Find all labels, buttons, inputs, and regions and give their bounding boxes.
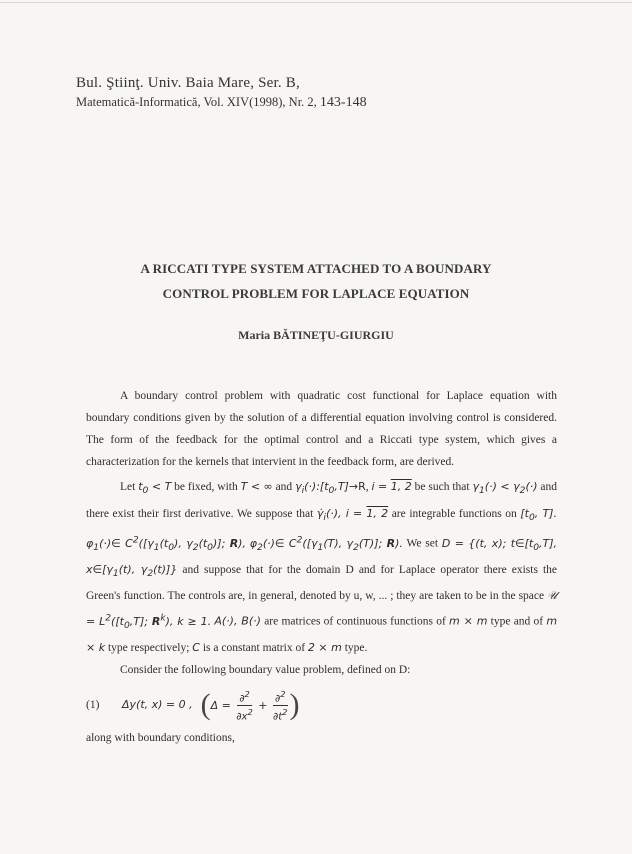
math-domain-D: D = {(t, x); $t\in[t_0,T]$, $x\in[\gamma_1(t)$, $\gamma_2(t)$]} (86, 536, 558, 580)
equation-number: (1) (86, 699, 100, 712)
equation-1: (1) Δy(t, x) = 0 , ( Δ = $\frac{\partial^2}{\partial x^2}$ + $\frac{\partial^2}{\partial t^2}$ ) (86, 688, 300, 723)
journal-name: Bul. Ştiinţ. Univ. Baia Mare, Ser. B, (76, 75, 300, 91)
math-mxk: m × k (86, 614, 558, 655)
paper-author: Maria BĂTINEŢU-GIURGIU (238, 328, 394, 342)
setup-paragraph: Let $t_0 < T$ be fixed, with T < ∞ and $\gamma_i(\cdot):[t_0,T]\to R$, i = 1, 2 be such that $\gamma_1(\cdot) < \gamma_2(\cdot)$ and there exist their first derivative. We suppose that $\gammȧ_i(\cdot)$, i = 1, 2 are integrable functions on [$t_0$, T]. $\varphi_1(\cdot)\in$ $C^2([\gamma_1(t_0)$, $\gamma_2(t_0)$]; R), $\varphi_2(\cdot)\in$ $C^2([\gamma_1(T)$, $\gamma_2(T)$]; R). We set D = {(t, x); $t\in[t_0,T]$, $x\in[\gamma_1(t)$, $\gamma_2(t)$]} and suppose that for the domain D and for Laplace operator there exists the Green's function. The controls are, in general, denoted by u, w, ... ; they are taken to be in the space 𝒰 = $L^2([t_0,T]$; $R^k$), k ≥ 1. A(·), B(·) are matrices of continuous functions of m × m type and of m × k type respectively; C is a constant matrix of 2 × m type. (86, 480, 558, 655)
math-gamma-def: $\gamma_i(\cdot):[t_0,T]\to$ (295, 480, 359, 497)
journal-header (76, 75, 367, 111)
math-C: C (192, 641, 200, 655)
paper-title (0, 256, 632, 306)
math-control-space: 𝒰 = $L^2([t_0,T]$; $R^k$), k ≥ 1. (86, 589, 557, 632)
journal-series: Matematică-Informatică, Vol. XIV(1998), Nr. 2, (76, 95, 317, 109)
problem-intro: Consider the following boundary value problem, defined on D: (120, 664, 411, 677)
equation-delta-def: Δ = $\frac{\partial^2}{\partial x^2}$ + $\frac{\partial^2}{\partial t^2}$ (210, 688, 288, 723)
math-T-lt-inf: T < ∞ (240, 480, 273, 494)
math-phi1: $\varphi_1(\cdot)\in$ $C^2([\gamma_1(t_0)$, $\gamma_2(t_0)$]; R), (86, 533, 246, 553)
title-line-1: A RICCATI TYPE SYSTEM ATTACHED TO A BOUNDARY (140, 261, 492, 276)
math-A-B: A(·), B(·) (214, 614, 261, 628)
boundary-intro: along with boundary conditions, (86, 732, 235, 745)
math-2xm: 2 × m (307, 641, 342, 655)
math-i-range: i = 1, 2 (371, 480, 412, 494)
math-interval: [$t_0$, T]. (520, 506, 557, 523)
math-t0-lt-T: $t_0 < T$ (138, 480, 172, 497)
math-phi2: $\varphi_2(\cdot)\in$ $C^2([\gamma_1(T)$, $\gamma_2(T)$]; R). (249, 533, 403, 553)
journal-pages: 143-148 (319, 95, 367, 110)
math-gamma-dot: $\gammȧ_i(\cdot)$, i = 1, 2 (316, 506, 389, 523)
abstract-paragraph: A boundary control problem with quadratic cost functional for Laplace equation with boundary conditions given by the solution of a differential equation involving control is considered. The form of the feedback for the optimal control and a Riccati type system, which gives a characterization for the kernels that intervient in the feedback form, are derived. (86, 390, 557, 469)
equation-laplace: Δy(t, x) = 0 , (122, 698, 193, 712)
title-line-2: CONTROL PROBLEM FOR LAPLACE EQUATION (162, 286, 470, 301)
math-mxm: m × m (449, 614, 488, 628)
journal-volume (76, 95, 367, 111)
paper-body (86, 385, 557, 749)
scan-edge-top (0, 2, 632, 3)
math-gamma-order: $\gamma_1(\cdot) < \gamma_2(\cdot)$ (472, 480, 538, 497)
